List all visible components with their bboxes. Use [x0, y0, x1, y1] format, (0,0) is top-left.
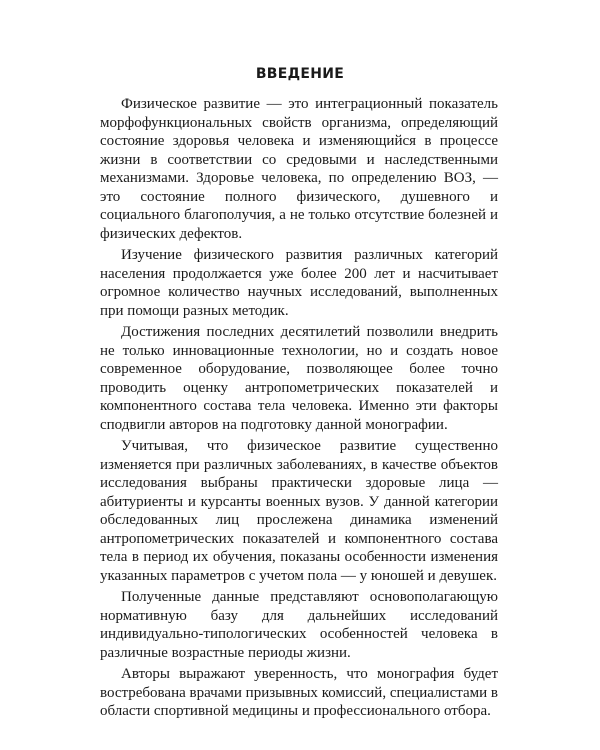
paragraph-6: Авторы выражают уверенность, что монография будет востребована врачами призывных комиссий, специалистами в области спортивной медицины и профессионального отбора. [100, 666, 498, 719]
body-text [100, 95, 498, 724]
section-title: ВВЕДЕНИЕ [255, 66, 345, 82]
paragraph-3: Достижения последних десятилетий позволили внедрить не только инновационные технологии, но и создать новое современное оборудование, позволяющее более точно проводить оценку антропометрических показателей и компонентного состава тела человека. Именно эти факторы сподвигли авторов на подготовку данной монографии. [100, 324, 498, 433]
paragraph-4: Учитывая, что физическое развитие существенно изменяется при различных заболеваниях, в качестве объектов исследования выбраны практически здоровые лица — абитуриенты и курсанты военных вузов. У данной категории обследованных лиц прослежена динамика изменений антропометрических показателей и компонентного состава тела в период их обучения, показаны особенности изменения указанных параметров с учетом пола — у юношей и девушек. [100, 438, 498, 584]
paragraph-5: Полученные данные представляют основополагающую нормативную базу для дальнейших исследований индивидуально-типологических особенностей человека в различные возрастные периоды жизни. [100, 589, 498, 661]
paragraph-1: Физическое развитие — это интеграционный показатель морфофункциональных свойств организма, определяющий состояние здоровья человека и изменяющийся в процессе жизни в соответствии со средовыми и наследственными механизмами. Здоровье человека, по определению ВОЗ, — это состояние полного физического, душевного и социального благополучия, а не только отсутствие болезней и физических дефектов. [100, 96, 498, 242]
paragraph-2: Изучение физического развития различных категорий населения продолжается уже более 200 лет и насчитывает огромное количество научных исследований, выполненных при помощи разных методик. [100, 247, 498, 319]
